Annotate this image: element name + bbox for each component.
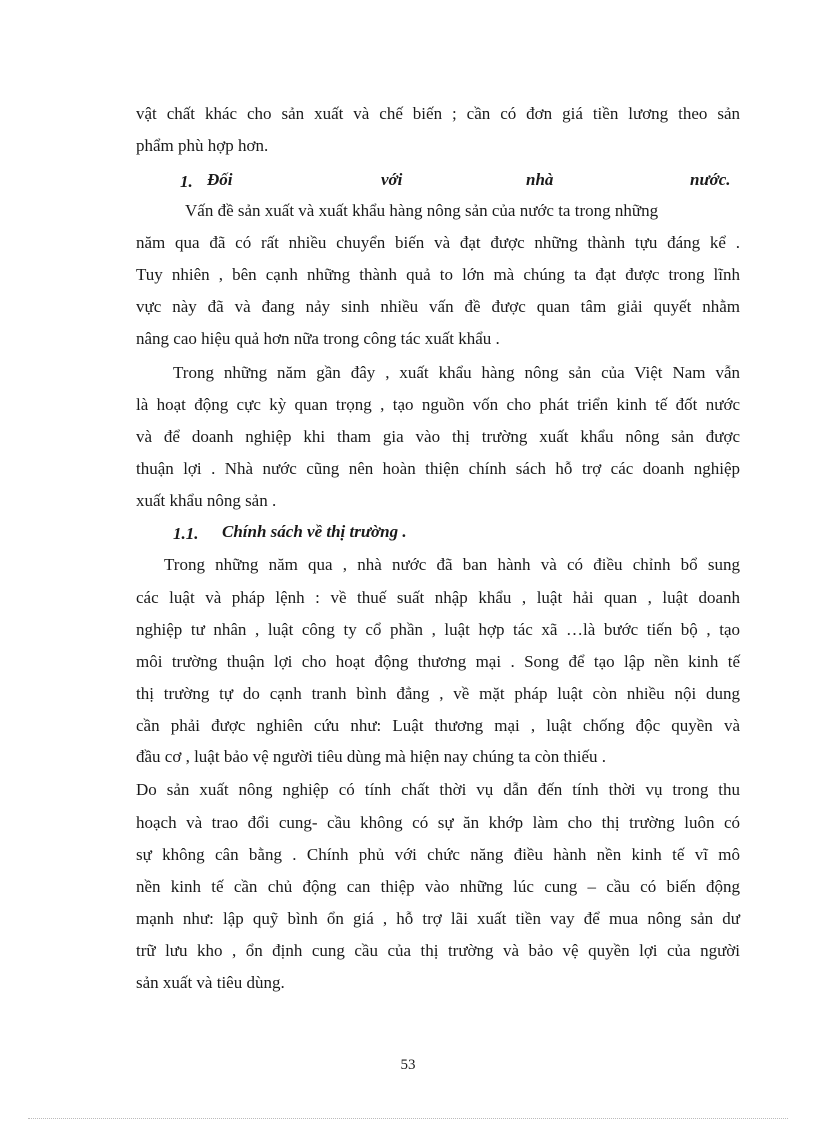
text-line: Vấn đề sản xuất và xuất khẩu hàng nông sản của nước ta trong những (185, 201, 659, 220)
text-line: nâng cao hiệu quả hơn nữa trong công tác xuất khẩu . (136, 329, 500, 348)
section-number: 1.1. (173, 524, 199, 543)
text-line: trữ lưu kho , ổn định cung cầu của thị trường và bảo vệ quyền lợi của người (136, 941, 740, 960)
page-number: 53 (400, 1057, 416, 1073)
heading-word: nước. (690, 170, 731, 189)
text-line: xuất khẩu nông sản . (136, 491, 277, 510)
text-line: các luật và pháp lệnh : về thuế suất nhập khẩu , luật hải quan , luật doanh (136, 588, 740, 607)
text-line: và để doanh nghiệp khi tham gia vào thị trường xuất khẩu nông sản được (136, 427, 740, 446)
text-line: nền kinh tế cần chủ động can thiệp vào những lúc cung – cầu có biến động (136, 877, 740, 896)
text-line: cần phải được nghiên cứu như: Luật thương mại , luật chống độc quyền và (136, 716, 740, 735)
text-line: mạnh như: lập quỹ bình ổn giá , hỗ trợ lãi xuất tiền vay để mua nông sản dư (136, 909, 740, 928)
heading-word: nhà (526, 170, 554, 189)
text-line: Tuy nhiên , bên cạnh những thành quả to lớn mà chúng ta đạt được trong lĩnh (136, 265, 740, 284)
text-line: phẩm phù hợp hơn. (136, 136, 269, 155)
text-line: vật chất khác cho sản xuất và chế biến ; cần có đơn giá tiền lương theo sản (136, 104, 740, 123)
text-line: sản xuất và tiêu dùng. (136, 973, 285, 992)
text-line: nghiệp tư nhân , luật công ty cổ phần , luật hợp tác xã …là bước tiến bộ , tạo (136, 620, 740, 639)
text-line: môi trường thuận lợi cho hoạt động thương mại . Song để tạo lập nền kinh tế (136, 652, 740, 671)
heading-word: Đối (207, 170, 233, 189)
text-line: Trong những năm gần đây , xuất khẩu hàng nông sản của Việt Nam vẫn (173, 363, 740, 382)
text-line: vực này đã và đang nảy sinh nhiều vấn đề được quan tâm giải quyết nhằm (136, 297, 740, 316)
footer-divider (28, 1118, 788, 1119)
text-line: thuận lợi . Nhà nước cũng nên hoàn thiện chính sách hỗ trợ các doanh nghiệp (136, 459, 740, 478)
text-line: là hoạt động cực kỳ quan trọng , tạo nguồn vốn cho phát triển kinh tế đốt nước (136, 395, 740, 414)
section-number: 1. (180, 172, 193, 191)
text-line: sự không cân bằng . Chính phủ với chức năng điều hành nền kinh tế vĩ mô (136, 845, 740, 864)
text-line: hoạch và trao đổi cung- cầu không có sự ăn khớp làm cho thị trường luôn có (136, 813, 740, 832)
text-line: thị trường tự do cạnh tranh bình đẳng , về mặt pháp luật còn nhiều nội dung (136, 684, 740, 703)
text-line: năm qua đã có rất nhiều chuyển biến và đạt được những thành tựu đáng kể . (136, 233, 740, 252)
text-line: đầu cơ , luật bảo vệ người tiêu dùng mà hiện nay chúng ta còn thiếu . (136, 747, 607, 766)
heading-word: với (381, 170, 403, 189)
section-title: Chính sách về thị trường . (222, 522, 407, 541)
text-line: Trong những năm qua , nhà nước đã ban hành và có điều chỉnh bổ sung (164, 555, 740, 574)
text-line: Do sản xuất nông nghiệp có tính chất thời vụ dẫn đến tính thời vụ trong thu (136, 780, 740, 799)
